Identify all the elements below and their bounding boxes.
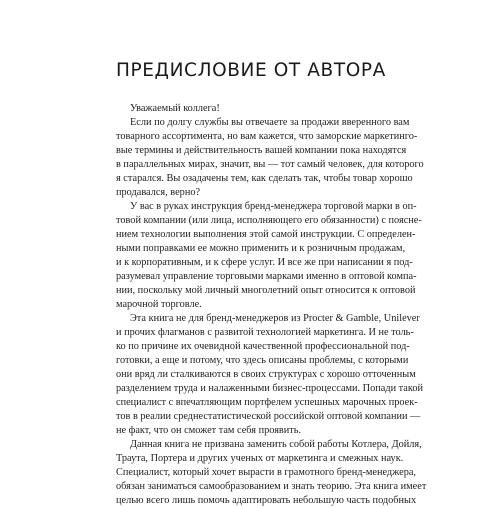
paragraph-line: в параллельных мирах, значит, вы — тот самый человек, для которого xyxy=(116,159,424,170)
paragraph-line: специалист с впечатляющим портфелем успешных марочных проек- xyxy=(116,397,418,408)
paragraph-line: и прочих флагманов с развитой технологией маркетинга. И не толь- xyxy=(116,327,414,338)
paragraph-line: нии, поскольку мой личный многолетний опыт относится к оптовой xyxy=(116,285,416,296)
paragraph-line: и к корпоративным, и к сфере услуг. И все же при написании я под- xyxy=(116,257,413,268)
paragraph-line: марочной торговле. xyxy=(116,299,202,310)
paragraph-line: разделением труда и налаженными бизнес-процессами. Попади такой xyxy=(116,383,424,394)
paragraph-line: товой компании (или лица, исполняющего его обязанности) с поясне- xyxy=(116,215,422,226)
paragraph-line: Если по долгу службы вы отвечаете за продажи вверенного вам xyxy=(130,117,410,128)
paragraph-line: ко по причине их очевидной качественной профессиональной под- xyxy=(116,341,410,352)
paragraph-line: Траута, Портера и других ученых от маркетинга и смежных наук. xyxy=(116,453,404,464)
paragraph-line: не факт, что он сможет там себя проявить. xyxy=(116,425,302,436)
paragraph-line: Эта книга не для бренд-менеджеров из Procter & Gamble, Unilever xyxy=(130,313,420,324)
paragraph-line: Специалист, который хочет вырасти в грамотного бренд-менеджера, xyxy=(116,467,416,478)
paragraph-line: продавался, верно? xyxy=(116,187,201,198)
paragraph-line: обязан заниматься самообразованием и знать теорию. Эта книга имеет xyxy=(116,481,427,492)
chapter-title: ПРЕДИСЛОВИЕ ОТ АВТОРА xyxy=(116,60,386,81)
body-text xyxy=(116,102,427,508)
paragraph-line: ными поправками ее можно применить и к розничным продажам, xyxy=(116,243,406,254)
paragraph-line: тов в реалии среднестатистической российской оптовой компании — xyxy=(116,411,421,422)
paragraph-line: товарного ассортимента, но вам кажется, что заморские маркетинго- xyxy=(116,131,418,142)
paragraph-line: целью всего лишь помочь адаптировать небольшую часть подобных xyxy=(116,495,417,506)
paragraph-line: вые термины и действительность вашей компании пока находятся xyxy=(116,145,407,156)
paragraph-line: У вас в руках инструкция бренд-менеджера торговой марки в оп- xyxy=(130,201,417,212)
paragraph-line: Уважаемый коллега! xyxy=(130,103,220,114)
paragraph-line: нием технологии выполнения этой самой инструкции. С определен- xyxy=(116,229,416,240)
paragraph-line: я старался. Вы озадачены тем, как сделать так, чтобы товар хорошо xyxy=(116,173,413,184)
paragraph-line: готовки, а еще и потому, что здесь описаны проблемы, с которыми xyxy=(116,355,409,366)
paragraph-line: они вряд ли сталкиваются в своих структурах с хорошо отточенным xyxy=(116,369,416,380)
paragraph-line: Данная книга не призвана заменить собой работы Котлера, Дойля, xyxy=(130,439,422,450)
paragraph-line: разумевал управление торговыми марками именно в оптовой компа- xyxy=(116,271,417,282)
